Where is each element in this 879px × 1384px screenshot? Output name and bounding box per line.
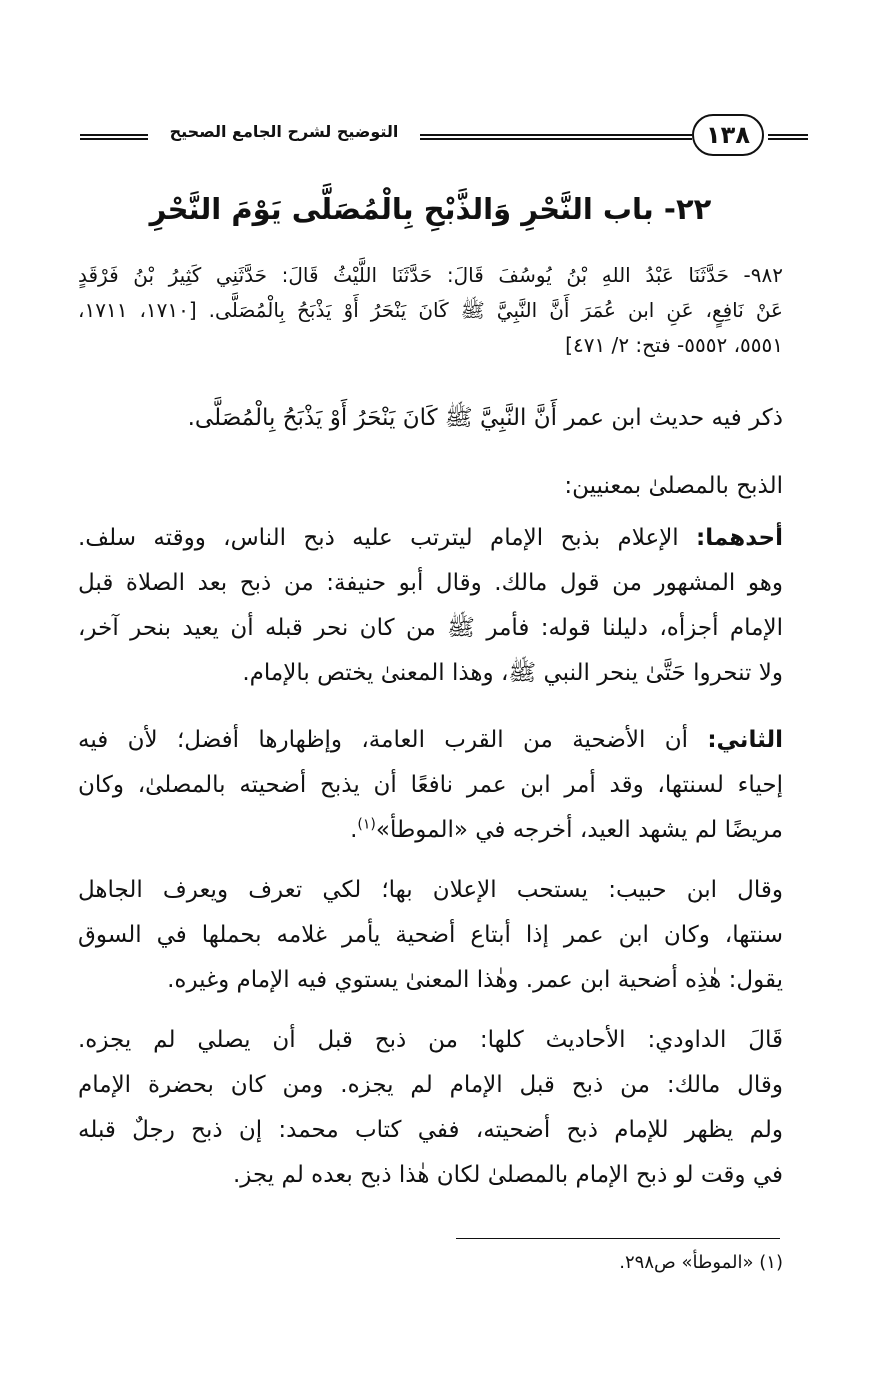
paragraph-2 <box>78 464 783 509</box>
running-title: التوضيح لشرح الجامع الصحيح <box>169 122 399 141</box>
text-line <box>78 516 783 561</box>
hadith-text <box>78 258 783 363</box>
text-span: . <box>350 817 358 843</box>
page-number: ١٣٨ <box>692 114 764 156</box>
lead-word: أحدهما: <box>696 525 783 551</box>
paragraph-3 <box>78 516 783 696</box>
paragraph-5 <box>78 868 783 1003</box>
text-line <box>78 718 783 763</box>
hadith-line: ٩٨٢- حَدَّثَنَا عَبْدُ اللهِ بْنُ يُوسُفَ قَالَ: حَدَّثَنَا اللَّيْثُ قَالَ: حَدَّثَنِي كَثِيرُ بْنُ فَرْقَدٍ <box>78 263 783 287</box>
text-line: ولم يظهر للإمام ذبح أضحيته، ففي كتاب محمد: إن ذبح رجلٌ قبله <box>78 1117 783 1143</box>
text-line: سنتها، وكان ابن عمر إذا أبتاع أضحية يأمر غلامه بحملها في السوق <box>78 922 783 948</box>
text-line: وقال مالك: من ذبح قبل الإمام لم يجزه. ومن كان بحضرة الإمام <box>78 1072 783 1098</box>
text-line: ولا تنحروا حَتَّىٰ ينحر النبي ﷺ، وهذا المعنىٰ يختص بالإمام. <box>242 660 783 686</box>
text-span: الإعلام بذبح الإمام ليترتب عليه ذبح الناس، ووقته سلف. <box>78 525 697 551</box>
header-rule-right <box>768 134 808 140</box>
text-line: في وقت لو ذبح الإمام بالمصلىٰ لكان هٰذا ذبح بعده لم يجز. <box>232 1162 783 1188</box>
footnote-ref[interactable]: (١) <box>357 816 376 833</box>
hadith-line: عَنْ نَافِعٍ، عَنِ ابن عُمَرَ أَنَّ النَّبِيَّ ﷺ كَانَ يَنْحَرُ أَوْ يَذْبَحُ بِالْمُصَلَّى. [١٧١٠، ١٧١١، <box>78 298 783 322</box>
header-rule-middle <box>420 134 692 140</box>
header-rule-left <box>80 134 148 140</box>
lead-word: الثاني: <box>707 727 783 753</box>
chapter-title: ٢٢- باب النَّحْرِ وَالذَّبْحِ بِالْمُصَلَّى يَوْمَ النَّحْرِ <box>149 192 712 226</box>
text-line: قَالَ الداودي: الأحاديث كلها: من ذبح قبل أن يصلي لم يجزه. <box>78 1027 783 1053</box>
text-line: الذبح بالمصلىٰ بمعنيين: <box>564 473 783 499</box>
footnote-divider <box>456 1238 780 1239</box>
text-line: إحياء لسنتها، وقد أمر ابن عمر نافعًا أن يذبح أضحيته بالمصلىٰ، وكان <box>78 772 783 798</box>
text-line: وقال ابن حبيب: يستحب الإعلان بها؛ لكي تعرف ويعرف الجاهل <box>78 877 783 903</box>
text-span: مريضًا لم يشهد العيد، أخرجه في «الموطأ» <box>375 817 783 843</box>
running-header <box>80 114 808 160</box>
paragraph-6 <box>78 1018 783 1198</box>
footnote: (١) «الموطأ» ص٢٩٨. <box>619 1252 783 1273</box>
paragraph-4 <box>78 718 783 853</box>
text-line: يقول: هٰذِه أضحية ابن عمر. وهٰذا المعنىٰ يستوي فيه الإمام وغيره. <box>167 967 783 993</box>
hadith-line: ٥٥٥١، ٥٥٥٢- فتح: ٢/ ٤٧١] <box>565 333 783 357</box>
text-line: وهو المشهور من قول مالك. وقال أبو حنيفة: من ذبح بعد الصلاة قبل <box>78 570 783 596</box>
text-line <box>78 808 783 853</box>
text-span: أن الأضحية من القرب العامة، وإظهارها أفضل؛ لأن فيه <box>78 727 708 753</box>
paragraph-1 <box>78 396 783 441</box>
text-line: ذكر فيه حديث ابن عمر أَنَّ النَّبِيَّ ﷺ كَانَ يَنْحَرُ أَوْ يَذْبَحُ بِالْمُصَلَّى. <box>187 405 783 431</box>
text-line: الإمام أجزأه، دليلنا قوله: فأمر ﷺ من كان نحر قبله أن يعيد بنحر آخر، <box>78 615 783 641</box>
